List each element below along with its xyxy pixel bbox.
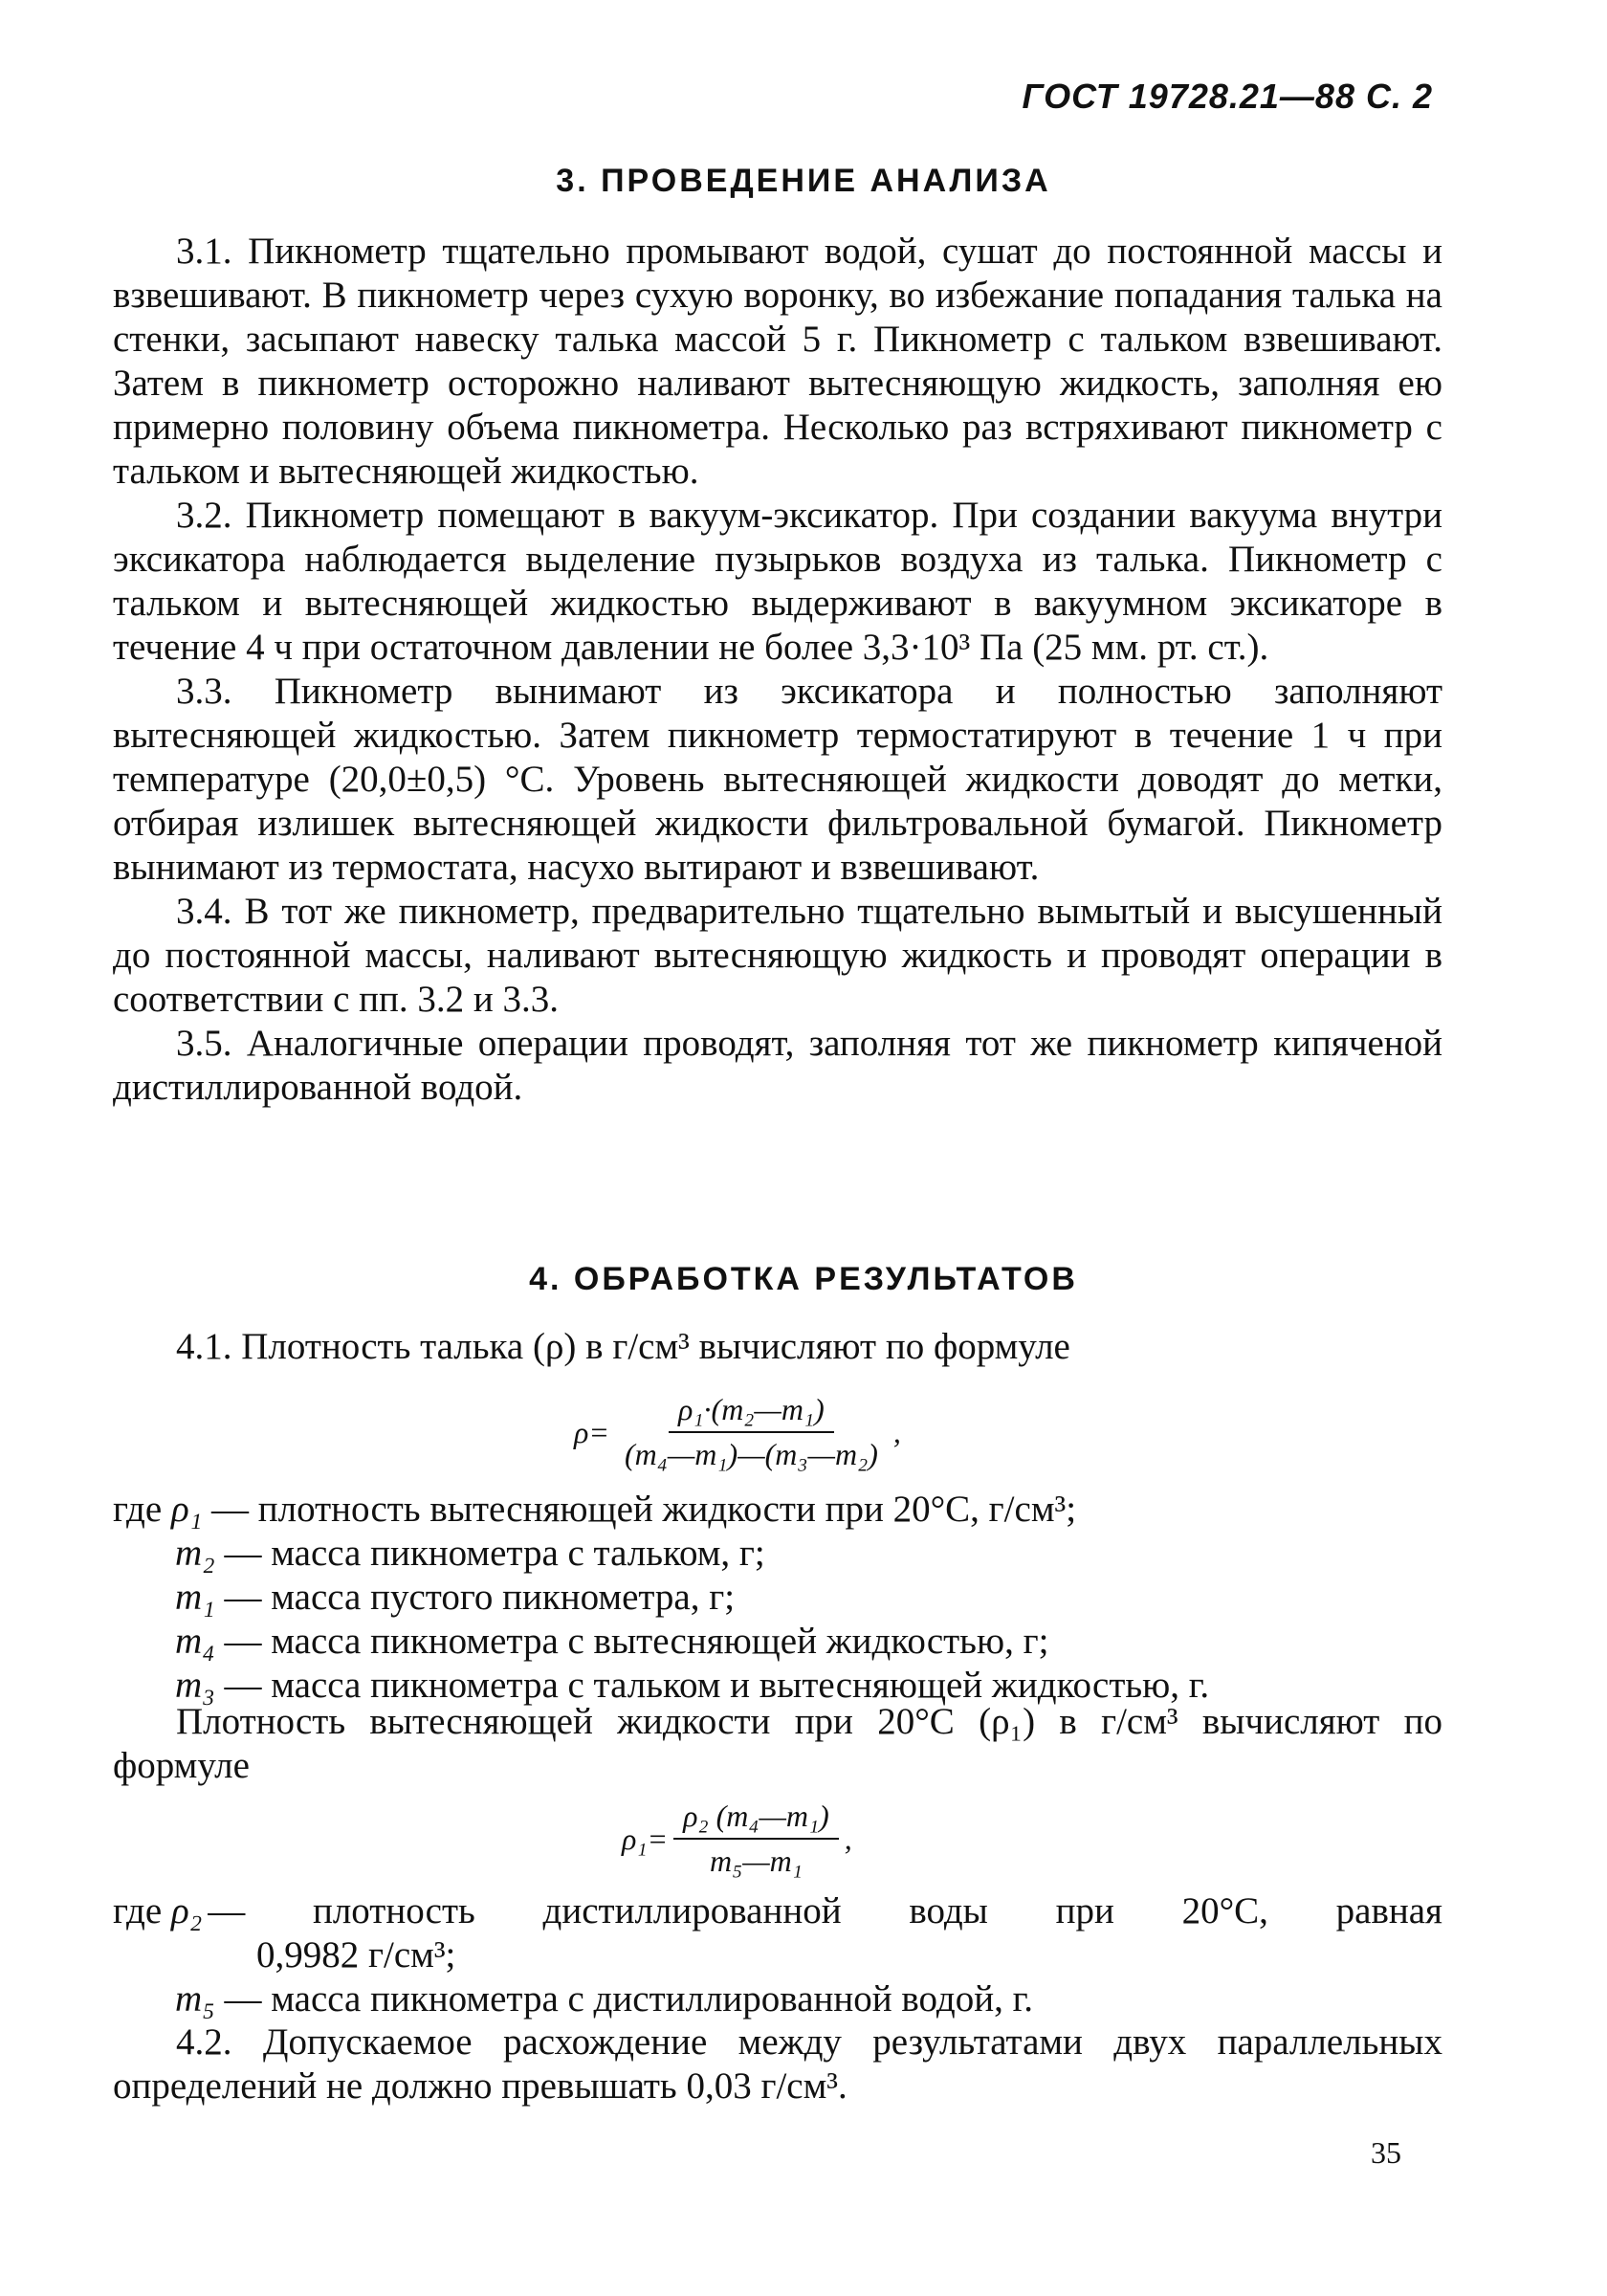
definition-text: — масса пустого пикнометра, г; [224,1577,736,1618]
definition-symbol: m₂ [175,1533,215,1574]
definition-symbol: ρ₂ [170,1890,203,1932]
definition-line [175,1620,1048,1664]
paragraph-3-1: 3.1. Пикнометр тщательно промывают водой, сушат до постоянной массы и взвешивают. В пикнометр через сухую воронку, во избежание попадания талька на стенки, засыпают навеску талька массой 5 г. Пикнометр с тальком взвешивают. Затем в пикнометр осторожно наливают вытесняющую жидкость, заполняя ею примерно половину объема пикнометра. Несколько раз встряхивают пикнометр с тальком и вытесняющей жидкостью. [113,231,1442,492]
definition-symbol: m₅ [175,1978,215,2020]
formula-1-denominator: (m₄—m₁)—(m₃—m₂) [624,1437,878,1471]
formula-2-fraction [673,1799,839,1879]
formula-2-tail: , [844,1821,852,1856]
definition-symbol: m₄ [175,1621,215,1662]
formula-2-numerator: ρ₂ (m₄—m₁) [673,1799,839,1840]
formula-1-fraction [615,1392,888,1472]
paragraph-4-2-text: 4.2. Допускаемое расхождение между результатами двух параллельных определений не должно превышать 0,03 г/см³. [113,2021,1442,2107]
definition-line [175,1532,765,1576]
definition-text: — масса пикнометра с вытесняющей жидкостью, г; [224,1621,1049,1662]
formula-2-denominator: m₅—m₁ [709,1843,803,1878]
liquid-density-formula [622,1799,852,1879]
definition-text: — масса пикнометра с тальком, г; [224,1533,765,1574]
section-4-title: 4. ОБРАБОТКА РЕЗУЛЬТАТОВ [529,1261,1078,1297]
standard-header: ГОСТ 19728.21—88 С. 2 [1022,77,1433,116]
density-formula [574,1392,901,1472]
section-3-title: 3. ПРОВЕДЕНИЕ АНАЛИЗА [556,163,1051,199]
definition-text: 0,9982 г/см³; [256,1934,456,1976]
paragraph-4-1: 4.1. Плотность талька (ρ) в г/см³ вычисляют по формуле [176,1326,1070,1367]
formula-1-tail: , [892,1414,901,1449]
paragraph-liquid-density [113,1700,1442,1788]
formula-2-lhs: ρ₁= [622,1821,669,1856]
definition-line [113,1889,1442,1933]
definition-symbol: m₁ [175,1577,215,1618]
definition-symbol: ρ₁ [170,1489,203,1530]
paragraph-3-4: 3.4. В тот же пикнометр, предварительно тщательно вымытый и высушенный до постоянной массы, наливают вытесняющую жидкость и проводят операции в соответствии с пп. 3.2 и 3.3. [113,891,1442,1020]
paragraph-3-3: 3.3. Пикнометр вынимают из эксикатора и полностью заполняют вытесняющей жидкостью. Затем пикнометр термостатируют в течение 1 ч при температуре (20,0±0,5) °С. Уровень вытесняющей жидкости доводят до метки, отбирая излишек вытесняющей жидкости фильтровальной бумагой. Пикнометр вынимают из термостата, насухо вытирают и взвешивают. [113,671,1442,888]
formula-1-numerator: ρ₁·(m₂—m₁) [669,1392,834,1433]
page-number: 35 [1371,2135,1401,2170]
definition-line [113,1488,1076,1532]
where-word: где [113,1489,163,1530]
paragraph-3-5: 3.5. Аналогичные операции проводят, заполняя тот же пикнометр кипяченой дистиллированной водой. [113,1023,1442,1108]
definition-text: — масса пикнометра с дистиллированной водой, г. [224,1978,1033,2020]
definition-text: — плотность дистиллированной воды при 20°С, равная [208,1890,1442,1932]
paragraph-4-2 [113,2020,1442,2108]
definition-text: — плотность вытесняющей жидкости при 20°С, г/см³; [211,1489,1077,1530]
definition-text: — масса пикнометра с тальком и вытесняющей жидкостью, г. [224,1665,1210,1706]
paragraph-3-2: 3.2. Пикнометр помещают в вакуум-эксикатор. При создании вакуума внутри эксикатора наблюдается выделение пузырьков воздуха из талька. Пикнометр с тальком и вытесняющей жидкостью выдерживают в вакуумном эксикаторе в течение 4 ч при остаточном давлении не более 3,3·10³ Па (25 мм. рт. ст.). [113,495,1442,668]
liquid-density-text: Плотность вытесняющей жидкости при 20°С (ρ₁) в г/см³ вычисляют по формуле [113,1701,1442,1786]
definition-lead [113,1889,202,1933]
where-word: где [113,1890,163,1932]
formula-1-lhs: ρ= [574,1414,609,1449]
section-3-body [113,230,1442,1110]
definition-line [256,1933,455,1977]
definition-line [175,1576,735,1620]
definition-line [175,1977,1033,2021]
definition-symbol: m₃ [175,1665,215,1706]
